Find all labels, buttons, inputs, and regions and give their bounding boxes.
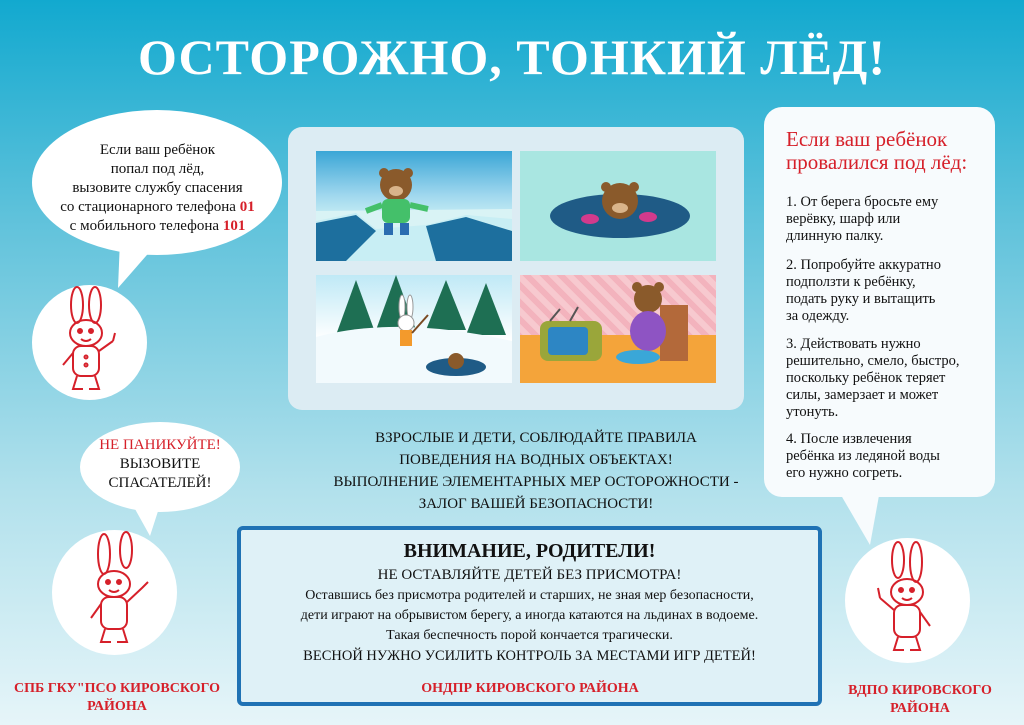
step-2-line: подать руку и вытащить bbox=[786, 291, 936, 307]
panic-line-2: ВЫЗОВИТЕ bbox=[119, 456, 201, 472]
landline-number: 01 bbox=[239, 199, 255, 215]
rabbit-mascot-icon bbox=[55, 285, 135, 395]
step-3-line: утонуть. bbox=[786, 404, 839, 420]
bear-warming-feet-icon bbox=[520, 275, 716, 383]
rules-line-1: ВЗРОСЛЫЕ И ДЕТИ, СОБЛЮДАЙТЕ ПРАВИЛА bbox=[375, 430, 697, 446]
notice-body-line-3: Такая беспечность порой кончается трагически. bbox=[386, 628, 673, 643]
illustration-bear-in-water bbox=[520, 151, 716, 261]
rules-line-3: ВЫПОЛНЕНИЕ ЭЛЕМЕНТАРНЫХ МЕР ОСТОРОЖНОСТИ - bbox=[333, 474, 739, 490]
footer-right-line-2: РАЙОНА bbox=[890, 701, 950, 716]
notice-footer-line: ВЕСНОЙ НУЖНО УСИЛИТЬ КОНТРОЛЬ ЗА МЕСТАМИ ИГР ДЕТЕЙ! bbox=[303, 648, 756, 664]
step-3-line: силы, замерзает и может bbox=[786, 387, 939, 403]
notice-body-line-1: Оставшись без присмотра родителей и старших, не зная мер безопасности, bbox=[305, 588, 754, 603]
rescue-line-1: Если ваш ребёнок bbox=[99, 142, 216, 158]
step-4-line: его нужно согреть. bbox=[786, 465, 903, 481]
instructions-box-tail bbox=[0, 0, 1, 1]
step-2-line: подползти к ребёнку, bbox=[786, 274, 916, 290]
footer-center-org: ОНДПР КИРОВСКОГО РАЙОНА bbox=[421, 681, 639, 696]
mobile-label: с мобильного телефона bbox=[69, 218, 220, 234]
step-1-line: длинную палку. bbox=[786, 228, 884, 244]
step-1-line: 1. От берега бросьте ему bbox=[786, 194, 939, 210]
notice-body-line-2: дети играют на обрывистом берегу, а иногда катаются на льдинах в водоеме. bbox=[300, 608, 759, 623]
illustration-bear-on-ice bbox=[316, 151, 512, 261]
bear-on-ice-icon bbox=[316, 151, 512, 261]
instruction-step-1 bbox=[786, 194, 986, 245]
rescue-call-text bbox=[40, 141, 275, 236]
step-3-line: решительно, смело, быстро, bbox=[786, 353, 960, 369]
rabbit-mascot-icon bbox=[82, 532, 162, 647]
mobile-number: 101 bbox=[222, 218, 246, 234]
landline-label: со стационарного телефона bbox=[60, 199, 236, 215]
page-title: ОСТОРОЖНО, ТОНКИЙ ЛЁД! bbox=[138, 29, 886, 85]
rescue-landline bbox=[40, 198, 275, 217]
rules-line-2: ПОВЕДЕНИЯ НА ВОДНЫХ ОБЪЕКТАХ! bbox=[399, 452, 673, 468]
step-3-line: поскольку ребёнок теряет bbox=[786, 370, 946, 386]
rescue-mobile bbox=[40, 217, 275, 236]
panic-line-1: НЕ ПАНИКУЙТЕ! bbox=[99, 437, 221, 453]
step-3-line: 3. Действовать нужно bbox=[786, 336, 921, 352]
instructions-title-line-1: Если ваш ребёнок bbox=[786, 127, 948, 151]
instruction-step-4 bbox=[786, 431, 986, 482]
instructions-title bbox=[786, 128, 991, 174]
rescue-line-3: вызовите службу спасения bbox=[72, 180, 243, 196]
safety-rules-text bbox=[296, 427, 776, 515]
instruction-step-3 bbox=[786, 336, 986, 421]
notice-subheading: НЕ ОСТАВЛЯЙТЕ ДЕТЕЙ БЕЗ ПРИСМОТРА! bbox=[377, 567, 682, 583]
illustration-rabbit-rescue bbox=[316, 275, 512, 383]
step-2-line: 2. Попробуйте аккуратно bbox=[786, 257, 941, 273]
rabbit-with-stick-icon bbox=[316, 275, 512, 383]
parents-notice-box bbox=[237, 526, 822, 706]
footer-left-line-1: СПБ ГКУ"ПСО КИРОВСКОГО bbox=[14, 681, 220, 696]
step-2-line: за одежду. bbox=[786, 308, 850, 324]
footer-left-line-2: РАЙОНА bbox=[87, 699, 147, 714]
panic-line-3: СПАСАТЕЛЕЙ! bbox=[108, 475, 212, 491]
illustration-bear-warming bbox=[520, 275, 716, 383]
notice-heading: ВНИМАНИЕ, РОДИТЕЛИ! bbox=[403, 540, 656, 562]
rescue-line-2: попал под лёд, bbox=[110, 161, 205, 177]
footer-left-org bbox=[2, 680, 232, 716]
panic-text bbox=[85, 436, 235, 493]
instructions-title-line-2: провалился под лёд: bbox=[786, 150, 968, 174]
instruction-step-2 bbox=[786, 257, 986, 325]
footer-right-line-1: ВДПО КИРОВСКОГО bbox=[848, 683, 992, 698]
rabbit-mascot-icon bbox=[870, 540, 950, 655]
rules-line-4: ЗАЛОГ ВАШЕЙ БЕЗОПАСНОСТИ! bbox=[418, 496, 654, 512]
bear-in-water-icon bbox=[520, 151, 716, 261]
footer-right-org bbox=[820, 682, 1020, 718]
step-1-line: верёвку, шарф или bbox=[786, 211, 901, 227]
step-4-line: ребёнка из ледяной воды bbox=[786, 448, 940, 464]
step-4-line: 4. После извлечения bbox=[786, 431, 912, 447]
